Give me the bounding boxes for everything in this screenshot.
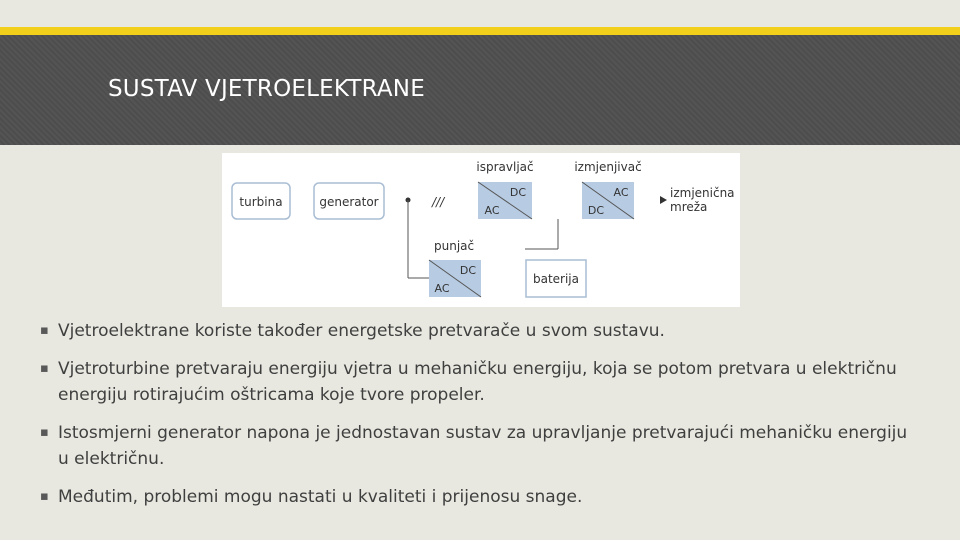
turbine-label: turbina bbox=[239, 195, 283, 209]
bullet-text: Istosmjerni generator napona je jednostavan sustav za upravljanje pretvarajući mehaničku energiju u električnu. bbox=[58, 423, 908, 469]
rectifier-label: ispravljač bbox=[476, 160, 534, 174]
inverter-label: izmjenjivač bbox=[574, 160, 642, 174]
square-bullet-icon: ▪ bbox=[40, 361, 49, 376]
three-phase-mark: /// bbox=[432, 195, 445, 209]
square-bullet-icon: ▪ bbox=[40, 489, 49, 504]
slide-title: SUSTAV VJETROELEKTRANE bbox=[108, 76, 425, 102]
bullet-text: Vjetroelektrane koriste također energetske pretvarače u svom sustavu. bbox=[58, 321, 665, 341]
charger-dc: DC bbox=[459, 264, 477, 277]
grid-arrow-icon bbox=[660, 196, 667, 204]
generator-label: generator bbox=[319, 195, 379, 209]
square-bullet-icon: ▪ bbox=[40, 425, 49, 440]
battery-label: baterija bbox=[532, 272, 580, 286]
square-bullet-icon: ▪ bbox=[40, 323, 49, 338]
inverter-ac: AC bbox=[613, 186, 629, 199]
charger-label: punjač bbox=[434, 239, 475, 253]
diagram-svg bbox=[222, 153, 740, 307]
bullet-item bbox=[40, 420, 920, 472]
wind-power-diagram bbox=[222, 153, 740, 307]
grid-label-2: mreža bbox=[670, 200, 708, 214]
accent-stripe bbox=[0, 27, 960, 35]
bullet-item bbox=[40, 356, 920, 408]
rectifier-dc: DC bbox=[509, 186, 527, 199]
charger-ac: AC bbox=[434, 282, 450, 295]
bullet-item bbox=[40, 318, 920, 344]
inverter-dc: DC bbox=[587, 204, 605, 217]
bullet-list bbox=[40, 318, 920, 522]
bullet-item bbox=[40, 484, 920, 510]
rectifier-ac: AC bbox=[484, 204, 500, 217]
bullet-text: Međutim, problemi mogu nastati u kvaliteti i prijenosu snage. bbox=[58, 487, 583, 507]
bullet-text: Vjetroturbine pretvaraju energiju vjetra u mehaničku energiju, koja se potom pretvara u električnu energiju rotirajućim oštricama koje tvore propeler. bbox=[58, 359, 897, 405]
grid-label-1: izmjenična bbox=[670, 186, 735, 200]
